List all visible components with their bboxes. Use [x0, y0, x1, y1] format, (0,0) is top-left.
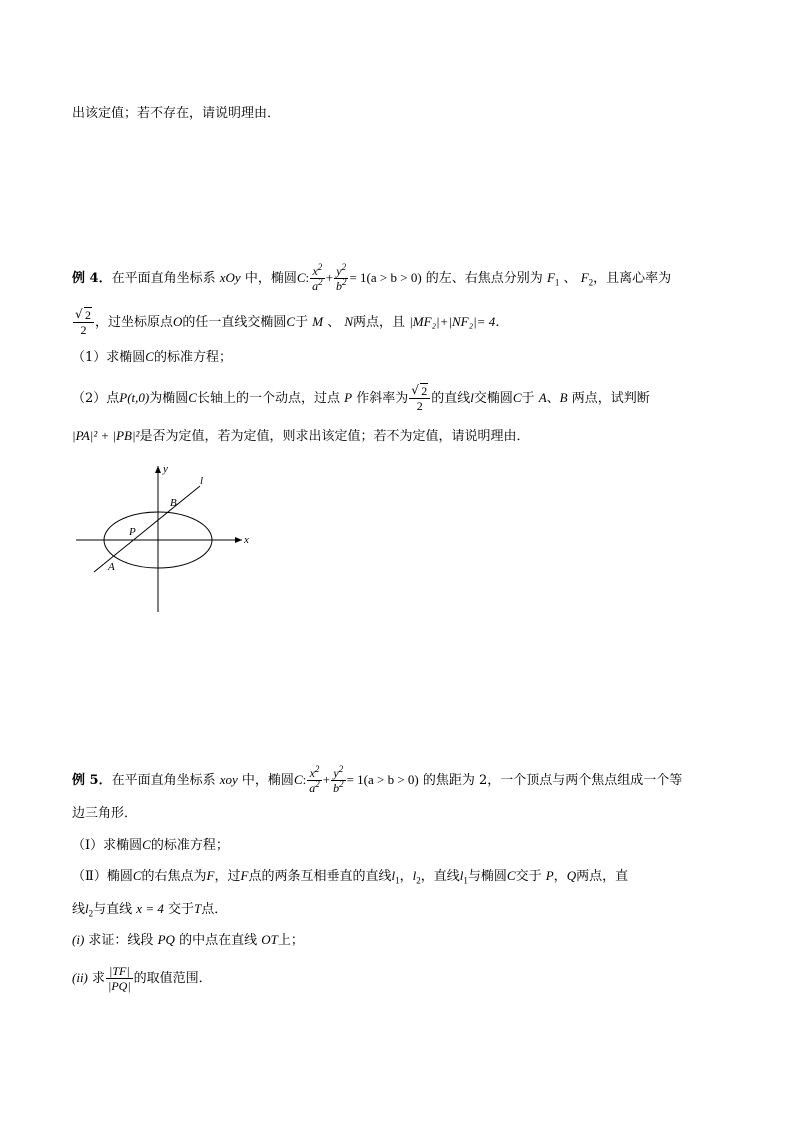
ex5-q2-line2-d: 点．	[201, 902, 228, 917]
label-A: A	[108, 561, 115, 573]
ex4-frac-y: $\frac{y^2}{b^2}$	[335, 262, 347, 293]
ex4-line2-c: 于	[295, 315, 309, 330]
ex4-q1	[72, 347, 232, 368]
ex4-q2-C: C	[188, 390, 197, 405]
ex4-ecc-frac: √ $\frac{2}{2}$	[73, 308, 94, 337]
ex4-intro-a: 在平面直角坐标系	[111, 271, 216, 286]
ex4-sep: 、	[563, 271, 577, 286]
ex4-q2-P: P(t,0)	[119, 390, 150, 405]
label-B: B	[170, 497, 177, 509]
ex5-q2-c: ，过	[214, 869, 241, 884]
ex4-q2-f: 交椭圆	[473, 391, 513, 406]
ex5-ii-text-a: 求	[92, 971, 106, 986]
ex5-coord: xoy	[219, 772, 238, 787]
ex5-frac-x: $\frac{x^2}{a^2}$	[309, 764, 320, 795]
ex4-q2-a: （2）点	[72, 391, 120, 406]
ex5-l2: $l_2$	[412, 868, 421, 886]
ex5-i-label: (i)	[72, 932, 85, 947]
ex4-intro-b: 中，椭圆	[244, 271, 297, 286]
ex4-line1: 例 4．在平面直角坐标系 xOy 中，椭圆C: $\frac{x^2}{a^2}$ + $\frac{y^2}{b^2}$ = 1(a > b > 0) 的左、右焦点分别为 $F_1$ 、 $F_2$，且离心率为	[72, 262, 672, 293]
ex4-f1: $F_1$	[546, 270, 560, 288]
ex5-part-i	[72, 930, 304, 951]
label-y: y	[163, 463, 168, 475]
ex4-line2: √ $\frac{2}{2}$ ，过坐标原点O的任一直线交椭圆C于 M 、 N两点，且 |MF₂|+|NF₂|= 4．	[72, 308, 508, 337]
ex5-x4: x = 4	[136, 901, 164, 916]
ex4-slope-frac: √ $\frac{2}{2}$	[409, 384, 430, 413]
ex5-l2b: $l_2$	[85, 901, 94, 919]
ex4-q2-A: A	[538, 390, 547, 405]
ex5-q2-P: P	[545, 868, 554, 883]
ex4-M: M	[312, 314, 324, 329]
ex4-line2-d: 两点，且	[353, 315, 406, 330]
ex5-ratio-frac: $\frac{|TF|}{|PQ|}$	[108, 964, 131, 993]
ex5-condition: = 1(a > b > 0)	[346, 772, 419, 787]
ex4-q2-e: 的直线	[431, 391, 471, 406]
ex4-q2-c: 长轴上的一个动点，过点	[196, 391, 340, 406]
ex5-label: 例 5．	[72, 773, 112, 788]
label-P: P	[129, 526, 136, 538]
ex5-i-text-b: 的中点在直线	[179, 933, 258, 948]
label-x: x	[244, 534, 249, 546]
ex4-q1-a: （1）求椭圆	[72, 350, 146, 365]
ex4-line2-a: ，过坐标原点	[95, 315, 174, 330]
ex5-i-text-c: 上；	[277, 933, 304, 948]
ex5-OT: OT	[261, 932, 278, 947]
ex4-C2: C	[286, 314, 296, 329]
ex5-q2-F: F	[206, 868, 215, 883]
ex5-line1: 例 5．在平面直角坐标系 xoy 中，椭圆C: $\frac{x^2}{a^2}$ + $\frac{y^2}{b^2}$ = 1(a > b > 0) 的焦距为 2，一个顶点与两个焦点组成一个等	[72, 764, 683, 795]
top-fragment: 出该定值；若不存在，请说明理由．	[72, 106, 281, 121]
ex5-line2: 边三角形．	[72, 806, 138, 821]
ex4-ellipse-name: C	[296, 270, 306, 285]
ex5-q1-C: C	[142, 837, 151, 852]
ex4-figure	[70, 460, 260, 620]
ex5-q2-sep: ，	[399, 869, 413, 884]
ex5-ii-label: (ii)	[72, 970, 88, 985]
ex5-ii-text-b: 的取值范围．	[133, 971, 212, 986]
ex5-q2-F2: F	[240, 868, 249, 883]
ex5-frac-y: $\frac{y^2}{b^2}$	[333, 764, 344, 795]
ex4-q1-C: C	[145, 349, 154, 364]
ex4-O: O	[173, 314, 183, 329]
ex5-intro-b: 中，椭圆	[241, 773, 294, 788]
ex5-q2-line2-a: 线	[72, 902, 86, 917]
ex5-q2-line2-c: 交于	[167, 902, 194, 917]
ex4-sum-expr: |MF₂|+|NF₂|= 4．	[409, 314, 509, 329]
ex4-q2-line2	[72, 426, 529, 447]
ex5-q2-C2: C	[506, 868, 516, 883]
ex4-f2: $F_2$	[580, 270, 594, 288]
ex4-line2-b: 的任一直线交椭圆	[182, 315, 287, 330]
ex5-q1	[72, 835, 229, 856]
ex5-q2-g: 交于	[515, 869, 542, 884]
ex4-q2-l: l	[470, 390, 474, 405]
ex5-q2-line2	[72, 899, 227, 920]
ex5-l1: $l_1$	[391, 868, 400, 886]
ex5-q2-f: 与椭圆	[467, 869, 507, 884]
ex5-q2-h: 两点，直	[576, 869, 629, 884]
ex5-q2-C: C	[132, 868, 142, 883]
ex4-q2-d: 作斜率为	[356, 391, 409, 406]
label-l: l	[200, 475, 204, 487]
ex4-N: N	[344, 314, 354, 329]
ex5-l1b: $l_1$	[459, 868, 468, 886]
line-l	[94, 486, 200, 572]
ex4-q2-expr: |PA|² + |PB|²	[72, 428, 140, 443]
ex4-q2-line1	[72, 384, 650, 413]
ex5-intro-a: 在平面直角坐标系	[111, 773, 216, 788]
ex4-frac-x: $\frac{x^2}{a^2}$	[312, 262, 323, 293]
ex5-q1-b: 的标准方程；	[150, 838, 229, 853]
ex4-q1-b: 的标准方程；	[153, 350, 232, 365]
ex5-q2-line1	[72, 866, 628, 887]
ex5-i-text-a: 求证：线段	[88, 933, 154, 948]
ex4-q2-b: 为椭圆	[149, 391, 189, 406]
ex4-q2-B: B	[559, 390, 568, 405]
ex5-after-eq: 的焦距为 2，一个顶点与两个焦点组成一个等	[422, 773, 683, 788]
ex5-q2-d: 点的两条互相垂直的直线	[248, 869, 392, 884]
ex5-q2-b: 的右焦点为	[141, 869, 207, 884]
ex5-q2-Q: Q	[566, 868, 577, 883]
ex4-q2-h: 两点，试判断	[571, 391, 650, 406]
ex4-q2-P2: P	[344, 390, 353, 405]
ex5-ellipse-name: C	[293, 772, 303, 787]
ex4-after-eq: 的左、右焦点分别为	[425, 271, 543, 286]
ex5-q2-e: ，直线	[420, 869, 460, 884]
ex4-label: 例 4．	[72, 271, 112, 286]
ex5-q2-a: （Ⅱ）椭圆	[72, 869, 133, 884]
ex4-q2-sep: 、	[546, 391, 560, 406]
ex4-coord: xOy	[219, 270, 241, 285]
ex4-condition: = 1(a > b > 0)	[349, 270, 422, 285]
ex4-q2-i: 是否为定值，若为定值，则求出该定值；若不为定值，请说明理由．	[139, 429, 530, 444]
ex5-T: T	[194, 901, 202, 916]
ex5-PQ: PQ	[157, 932, 175, 947]
ex5-q2-sep2: ，	[553, 869, 567, 884]
ex4-q2-g: 于	[521, 391, 535, 406]
ex5-q1-a: （Ⅰ）求椭圆	[72, 838, 143, 853]
ex4-ecc-text: ，且离心率为	[593, 271, 672, 286]
ex5-q2-line2-b: 与直线	[93, 902, 133, 917]
ex5-part-ii	[72, 964, 212, 993]
ex4-q2-C2: C	[512, 390, 522, 405]
